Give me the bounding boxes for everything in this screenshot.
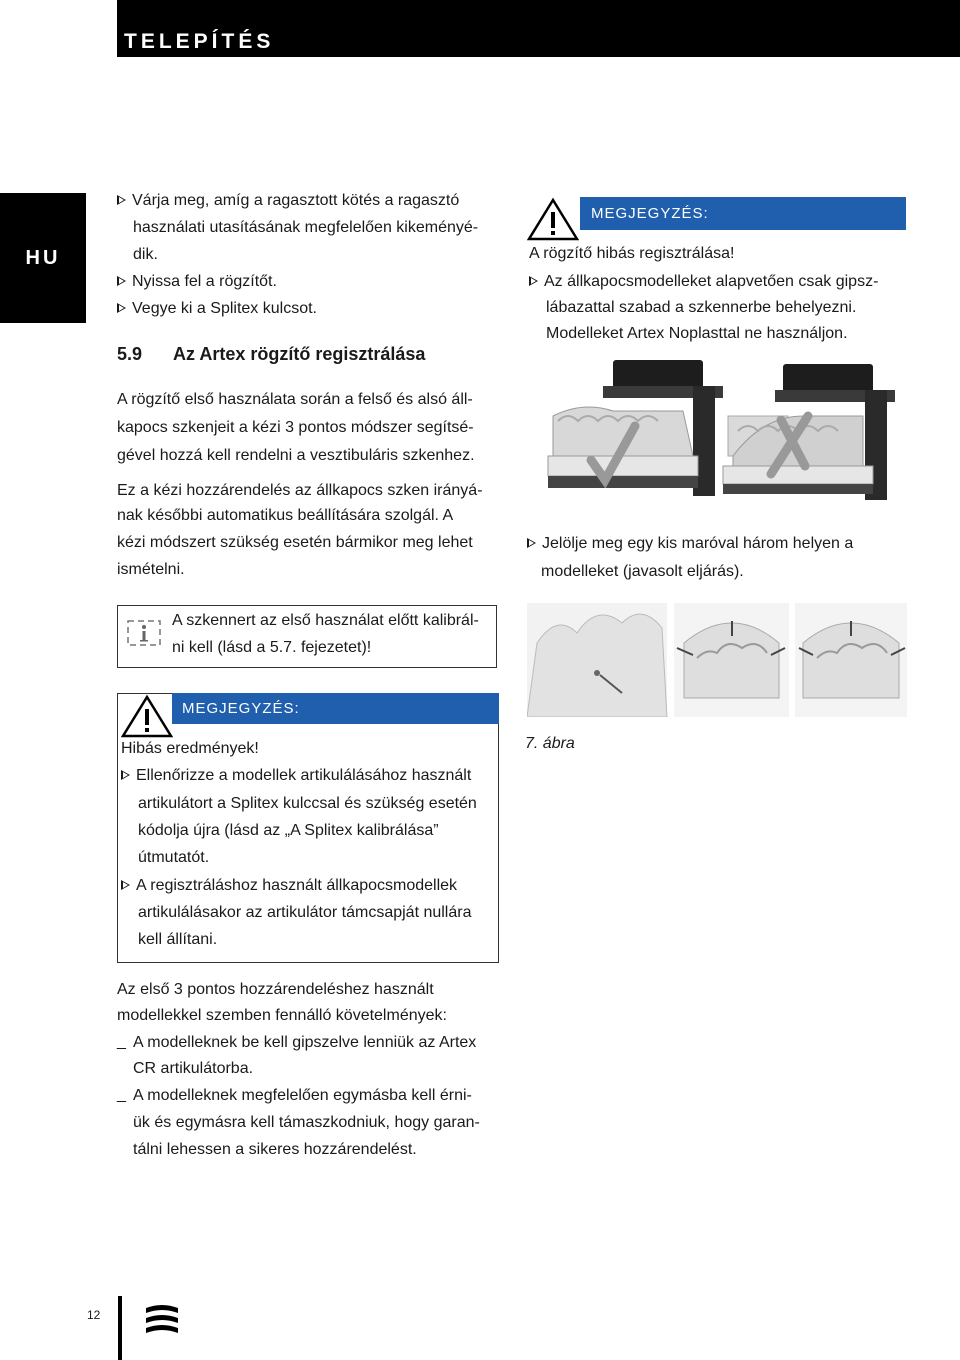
bullet-item: Ellenőrizze a modellek artikulálásához használt xyxy=(121,762,471,789)
info-text-line: ni kell (lásd a 5.7. fejezetet)! xyxy=(172,639,372,656)
info-box xyxy=(117,605,497,668)
bullet-continuation: dik. xyxy=(133,246,158,263)
list-item-line: CR artikulátorba. xyxy=(133,1060,254,1077)
bullet-triangle-icon xyxy=(529,276,538,286)
bullet-triangle-icon xyxy=(527,538,536,548)
bullet-continuation: Modelleket Artex Noplasttal ne használjon. xyxy=(546,325,848,342)
paragraph-line: kézi módszert szükség esetén bármikor meg lehet xyxy=(117,534,473,551)
list-dash: _ xyxy=(117,1086,126,1103)
section-number: 5.9 xyxy=(117,344,143,364)
paragraph-line: Az első 3 pontos hozzárendeléshez használt xyxy=(117,981,434,998)
warning-icon xyxy=(527,197,579,241)
note-heading: MEGJEGYZÉS: xyxy=(591,205,709,222)
warning-icon xyxy=(121,694,173,738)
marked-models-photo xyxy=(527,603,907,717)
bullet-item: A regisztráláshoz használt állkapocsmodellek xyxy=(121,872,457,899)
list-item-line: A modelleknek megfelelően egymásba kell érni- xyxy=(133,1087,472,1104)
list-item-line: tálni lehessen a sikeres hozzárendelést. xyxy=(133,1141,417,1158)
figure-label: 7. ábra xyxy=(525,735,575,752)
bullet-continuation: modelleket (javasolt eljárás). xyxy=(541,563,744,580)
bullet-item: Nyissa fel a rögzítőt. xyxy=(117,268,277,295)
note-subheading: Hibás eredmények! xyxy=(121,740,259,757)
paragraph-line: modellekkel szemben fennálló követelmények: xyxy=(117,1007,447,1024)
page-number: 12 xyxy=(87,1308,101,1322)
bullet-continuation: artikulátort a Splitex kulccsal és szükség esetén xyxy=(138,795,477,812)
bullet-continuation: lábazattal szabad a szkennerbe behelyezni. xyxy=(546,299,857,316)
note-heading: MEGJEGYZÉS: xyxy=(182,700,300,717)
paragraph-line: gével hozzá kell rendelni a vesztibuláris szkenhez. xyxy=(117,447,475,464)
bullet-triangle-icon xyxy=(117,276,126,286)
list-dash: _ xyxy=(117,1033,126,1050)
footer-rule xyxy=(118,1296,122,1360)
bullet-continuation: kódolja újra (lásd az „A Splitex kalibrálása” xyxy=(138,822,439,839)
brand-logo-icon xyxy=(143,1302,181,1340)
bullet-item: Vegye ki a Splitex kulcsot. xyxy=(117,295,317,322)
bullet-item: Jelölje meg egy kis maróval három helyen a xyxy=(527,530,853,557)
bullet-triangle-icon xyxy=(117,195,126,205)
info-icon xyxy=(126,617,162,649)
note-heading-bar xyxy=(580,197,906,230)
paragraph-line: ismételni. xyxy=(117,561,185,578)
bullet-triangle-icon xyxy=(121,770,130,780)
bullet-continuation: útmutatót. xyxy=(138,849,210,866)
scanner-models-photo xyxy=(543,356,907,521)
bullet-continuation: használati utasításának megfelelően kikeményé- xyxy=(133,219,479,236)
note-heading-bar xyxy=(172,693,499,724)
bullet-continuation: kell állítani. xyxy=(138,931,218,948)
bullet-item: Várja meg, amíg a ragasztott kötés a ragasztó xyxy=(117,187,459,214)
language-tab: HU xyxy=(0,193,86,323)
paragraph-line: nak későbbi automatikus beállítására szolgál. A xyxy=(117,507,454,524)
info-text-line: A szkennert az első használat előtt kalibrál- xyxy=(172,612,479,629)
note-subheading: A rögzítő hibás regisztrálása! xyxy=(529,245,735,262)
bullet-item: Az állkapocsmodelleket alapvetően csak gipsz- xyxy=(529,268,878,295)
paragraph-line: kapocs szkenjeit a kézi 3 pontos módszer segítsé- xyxy=(117,419,474,436)
bullet-continuation: artikulálásakor az artikulátor támcsapját nullára xyxy=(138,904,472,921)
bullet-triangle-icon xyxy=(121,880,130,890)
paragraph-line: Ez a kézi hozzárendelés az állkapocs szken irányá- xyxy=(117,482,483,499)
paragraph-line: A rögzítő első használata során a felső és alsó áll- xyxy=(117,391,473,408)
list-item-line: ük és egymásra kell támaszkodniuk, hogy garan- xyxy=(133,1114,480,1131)
bullet-triangle-icon xyxy=(117,303,126,313)
list-item-line: A modelleknek be kell gipszelve lenniük az Artex xyxy=(133,1034,477,1051)
section-title: Az Artex rögzítő regisztrálása xyxy=(173,344,426,364)
page-header-title: TELEPÍTÉS xyxy=(124,30,275,53)
